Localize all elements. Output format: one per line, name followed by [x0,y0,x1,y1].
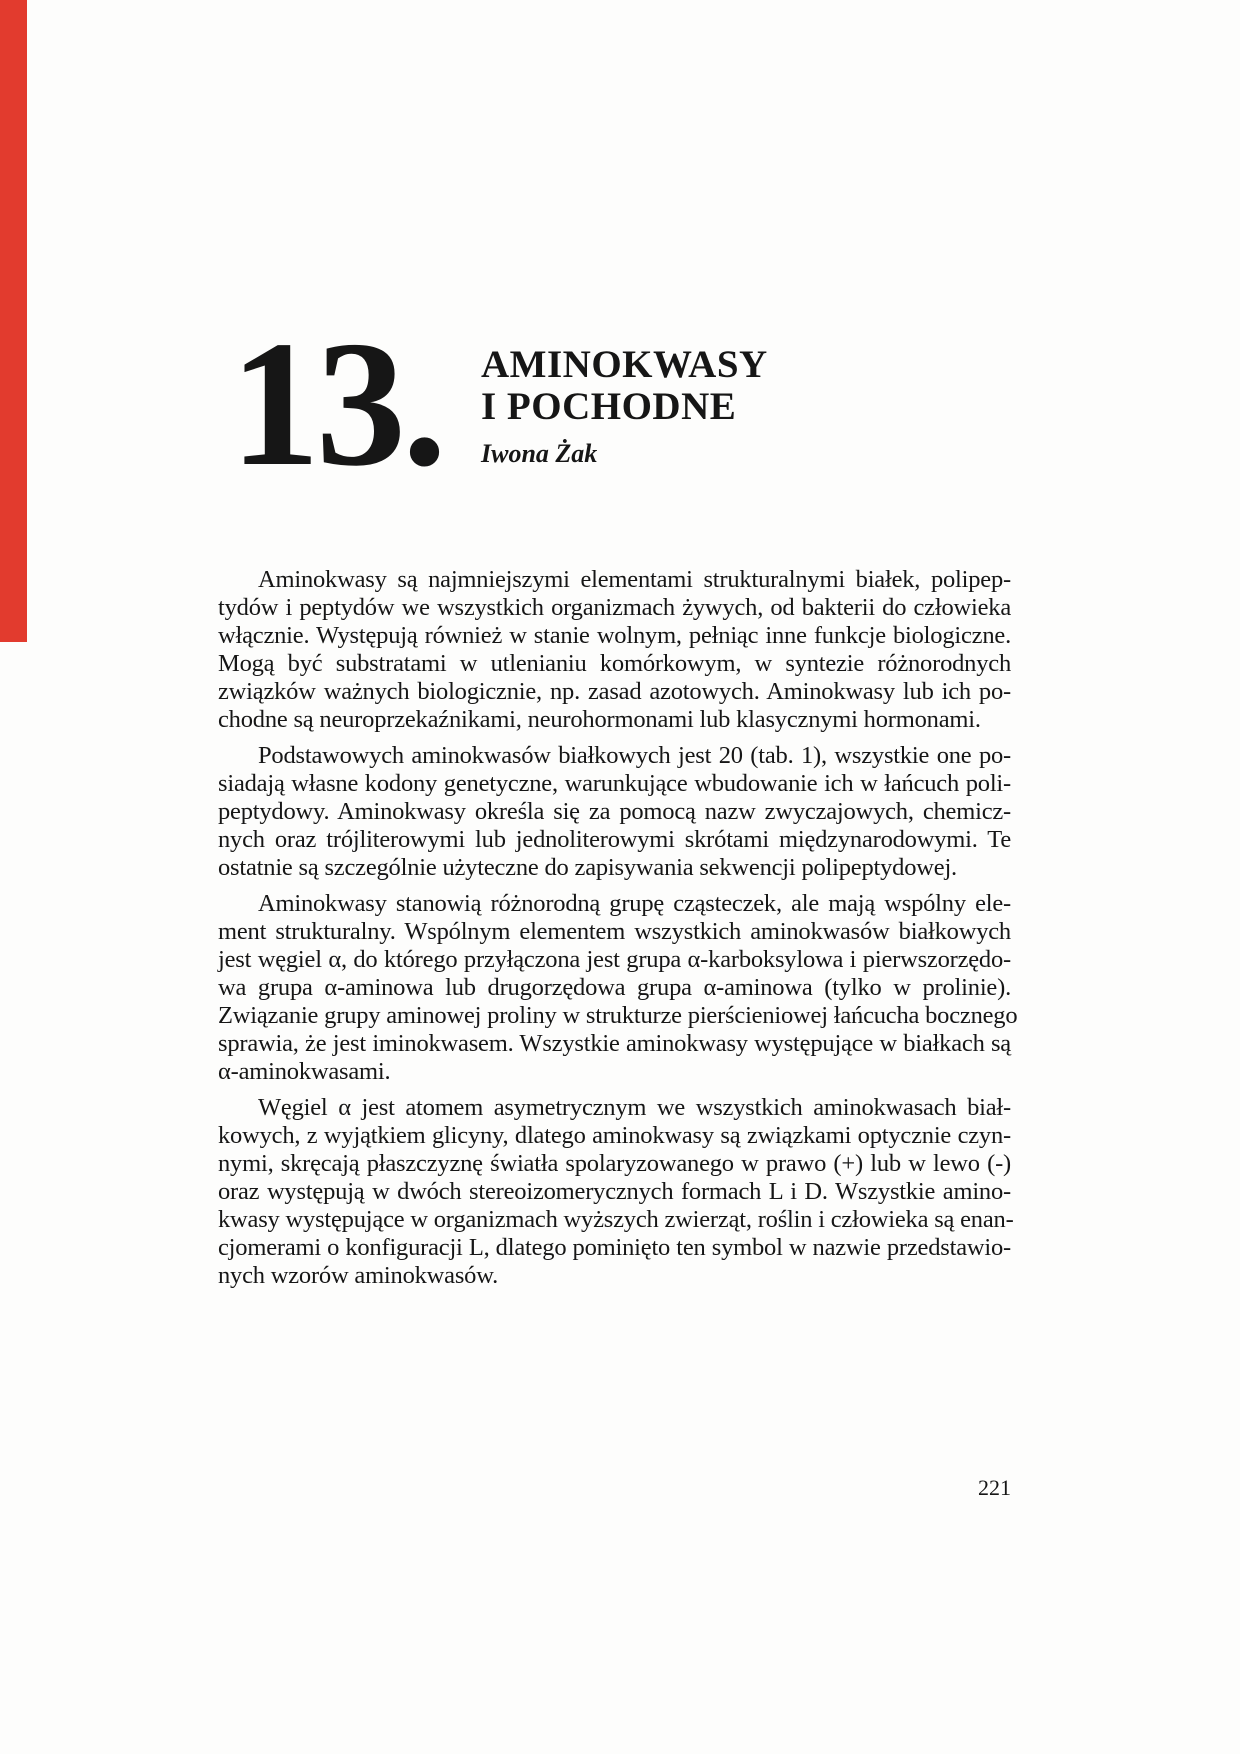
paragraph [218,1094,1014,1290]
text-line: α-aminokwasami. [218,1058,391,1085]
text-line: związków ważnych biologicznie, np. zasad azotowych. Aminokwasy lub ich po- [218,678,1011,705]
text-line: tydów i peptydów we wszystkich organizmach żywych, od bakterii do człowieka [218,594,1011,621]
chapter-title-line-1: AMINOKWASY [481,343,768,386]
text-line: jest węgiel α, do którego przyłączona jest grupa α-karboksylowa i pierwszorzędo- [218,946,1011,973]
text-line: Aminokwasy stanowią różnorodną grupę cząsteczek, ale mają wspólny ele- [258,890,1011,917]
text-line: siadają własne kodony genetyczne, warunkujące wbudowanie ich w łańcuch poli- [218,770,1011,797]
text-line: nych oraz trójliterowymi lub jednoliterowymi skrótami międzynarodowymi. Te [218,826,1011,853]
chapter-heading [481,344,768,469]
text-line: nymi, skręcają płaszczyznę światła spolaryzowanego w prawo (+) lub w lewo (-) [218,1150,1011,1177]
text-line: sprawia, że jest iminokwasem. Wszystkie aminokwasy występujące w białkach są [218,1030,1011,1057]
text-line: ostatnie są szczególnie użyteczne do zapisywania sekwencji polipeptydowej. [218,854,957,881]
text-line: chodne są neuroprzekaźnikami, neurohormonami lub klasycznymi hormonami. [218,706,981,733]
text-line: ment strukturalny. Wspólnym elementem wszystkich aminokwasów białkowych [218,918,1011,945]
chapter-author: Iwona Żak [481,439,598,468]
text-line: nych wzorów aminokwasów. [218,1262,499,1289]
page-number: 221 [978,1475,1011,1500]
text-line: peptydowy. Aminokwasy określa się za pomocą nazw zwyczajowych, chemicz- [218,798,1011,825]
text-line: Węgiel α jest atomem asymetrycznym we wszystkich aminokwasach biał- [258,1094,1011,1121]
text-line: kowych, z wyjątkiem glicyny, dlatego aminokwasy są związkami optycznie czyn- [218,1122,1011,1149]
text-line: Podstawowych aminokwasów białkowych jest 20 (tab. 1), wszystkie one po- [258,742,1011,769]
text-line: Mogą być substratami w utlenianiu komórkowym, w syntezie różnorodnych [218,650,1011,677]
body-text [218,566,1018,1298]
chapter-title-line-2: I POCHODNE [481,385,737,428]
text-line: Aminokwasy są najmniejszymi elementami strukturalnymi białek, polipep- [258,566,1011,593]
text-line: oraz występują w dwóch stereoizomerycznych formach L i D. Wszystkie amino- [218,1178,1011,1205]
text-line: wa grupa α-aminowa lub drugorzędowa grupa α-aminowa (tylko w prolinie). [218,974,1011,1001]
paragraph [218,890,1018,1086]
text-line: cjomerami o konfiguracji L, dlatego pominięto ten symbol w nazwie przedstawio- [218,1234,1011,1261]
text-line: kwasy występujące w organizmach wyższych zwierząt, roślin i człowieka są enan- [218,1206,1014,1233]
text-line: Związanie grupy aminowej proliny w strukturze pierścieniowej łańcucha bocznego [218,1002,1018,1029]
text-line: włącznie. Występują również w stanie wolnym, pełniąc inne funkcje biologiczne. [218,622,1011,649]
paragraph [218,742,1011,882]
chapter-edge-tab [0,0,27,642]
chapter-number: 13. [230,304,443,503]
paragraph [218,566,1011,734]
